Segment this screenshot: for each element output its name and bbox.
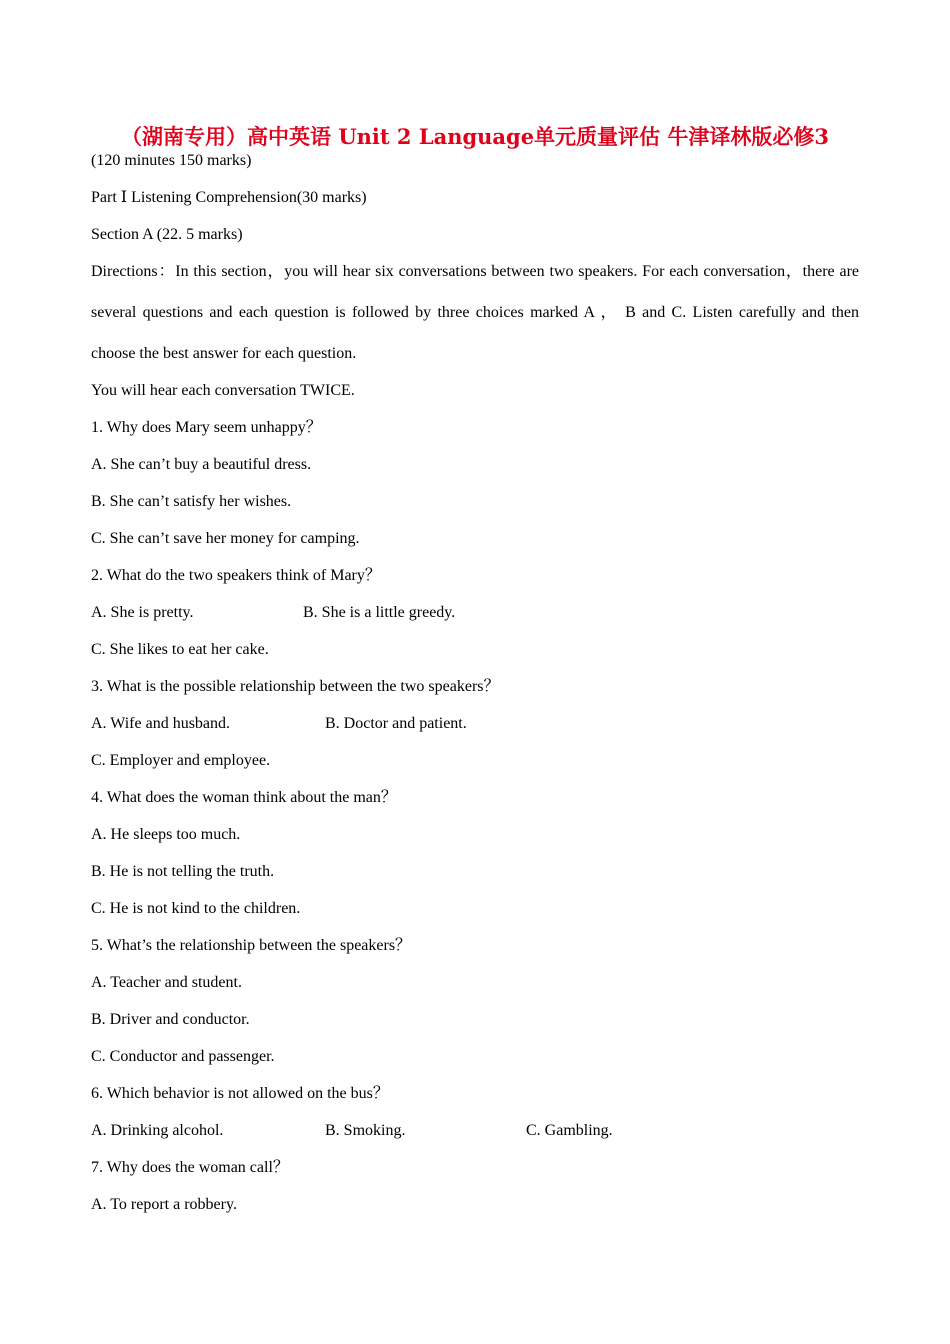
question-6-option-a: A. Drinking alcohol. xyxy=(91,1122,224,1139)
question-1: 1. Why does Mary seem unhappy？ xyxy=(91,419,322,436)
question-6-option-c: C. Gambling. xyxy=(526,1122,613,1139)
question-7: 7. Why does the woman call？ xyxy=(91,1159,289,1176)
question-1-option-a: A. She can’t buy a beautiful dress. xyxy=(91,456,312,473)
question-3-option-c: C. Employer and employee. xyxy=(91,752,271,769)
question-6: 6. Which behavior is not allowed on the bus？ xyxy=(91,1085,389,1102)
question-4: 4. What does the woman think about the man？ xyxy=(91,789,397,806)
instruction-twice: You will hear each conversation TWICE. xyxy=(91,382,355,399)
question-4-option-b: B. He is not telling the truth. xyxy=(91,863,275,880)
question-5-option-a: A. Teacher and student. xyxy=(91,974,242,991)
directions-line-2: several questions and each question is followed by three choices marked A ， B and C. Listen carefully and then xyxy=(91,304,859,321)
question-7-option-a: A. To report a robbery. xyxy=(91,1196,237,1213)
question-3: 3. What is the possible relationship between the two speakers？ xyxy=(91,678,500,695)
question-5-option-b: B. Driver and conductor. xyxy=(91,1011,250,1028)
part-heading: Part Ⅰ Listening Comprehension(30 marks) xyxy=(91,189,367,206)
question-5-option-c: C. Conductor and passenger. xyxy=(91,1048,275,1065)
question-2-option-b: B. She is a little greedy. xyxy=(303,604,456,621)
question-2: 2. What do the two speakers think of Mary？ xyxy=(91,567,381,584)
directions-line-1: Directions：In this section，you will hear six conversations between two speakers. For each conversation，there are xyxy=(91,263,859,280)
document-title: （湖南专用）高中英语 Unit 2 Language单元质量评估 牛津译林版必修3 xyxy=(121,124,829,149)
directions-line-3: choose the best answer for each question. xyxy=(91,345,357,362)
question-2-option-c: C. She likes to eat her cake. xyxy=(91,641,269,658)
question-6-option-b: B. Smoking. xyxy=(325,1122,406,1139)
question-5: 5. What’s the relationship between the speakers？ xyxy=(91,937,412,954)
question-2-option-a: A. She is pretty. xyxy=(91,604,194,621)
question-3-option-b: B. Doctor and patient. xyxy=(325,715,467,732)
exam-meta: (120 minutes 150 marks) xyxy=(91,152,252,169)
section-heading: Section A (22. 5 marks) xyxy=(91,226,243,243)
question-4-option-a: A. He sleeps too much. xyxy=(91,826,241,843)
question-4-option-c: C. He is not kind to the children. xyxy=(91,900,301,917)
question-3-option-a: A. Wife and husband. xyxy=(91,715,231,732)
question-1-option-c: C. She can’t save her money for camping. xyxy=(91,530,360,547)
question-1-option-b: B. She can’t satisfy her wishes. xyxy=(91,493,292,510)
